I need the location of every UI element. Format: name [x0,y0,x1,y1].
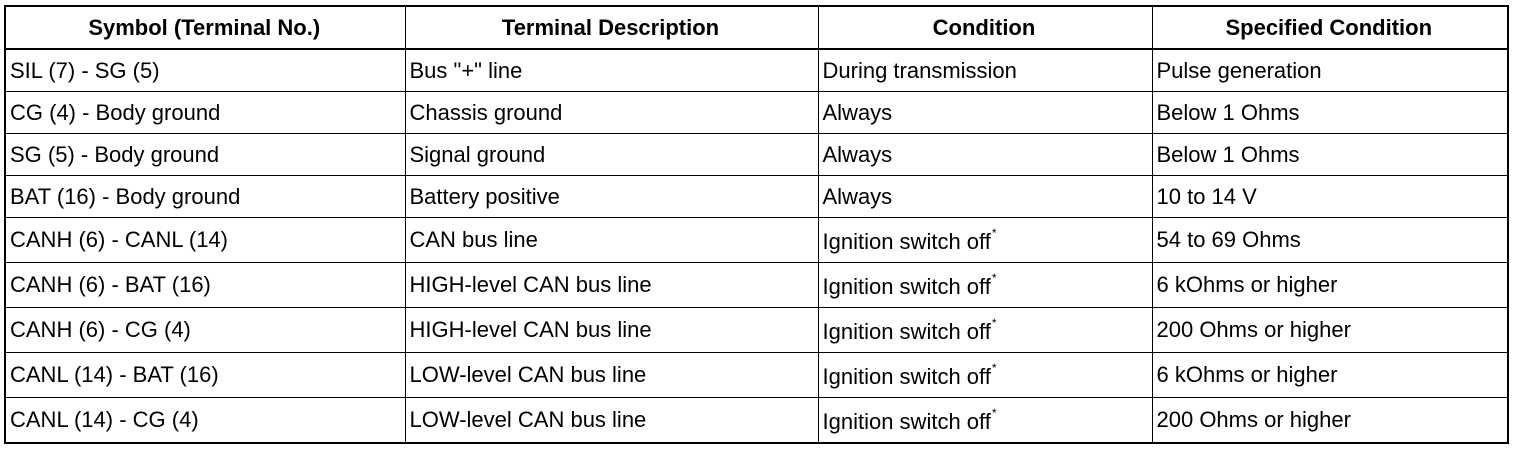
table-row [5,49,1508,92]
header-condition: Condition [818,6,1152,49]
condition-cell-text: During transmission [822,57,1017,83]
description-cell [405,218,818,263]
condition-cell [818,176,1152,218]
footnote-asterisk: * [991,270,997,285]
footnote-asterisk: * [991,360,997,375]
condition-cell-text: Ignition switch off [822,408,991,434]
description-cell [405,92,818,134]
table-row [5,134,1508,176]
symbol-cell-text: CG (4) - Body ground [10,99,221,125]
footnote-asterisk: * [991,225,997,240]
symbol-cell [5,49,405,92]
header-terminal-description: Terminal Description [405,6,818,49]
specified-condition-cell-text: Below 1 Ohms [1156,141,1300,167]
specified-condition-cell-text: 200 Ohms or higher [1156,317,1351,342]
description-cell-text: LOW-level CAN bus line [409,407,647,432]
symbol-cell-text: CANL (14) - BAT (16) [10,362,219,387]
description-cell-text: LOW-level CAN bus line [409,362,647,387]
symbol-cell [5,176,405,218]
condition-cell-text: Ignition switch off [822,273,991,299]
terminal-spec-table [4,5,1509,444]
specified-condition-cell [1152,353,1508,398]
footnote-asterisk: * [991,315,997,330]
description-cell-text: CAN bus line [409,227,538,252]
symbol-cell-text: BAT (16) - Body ground [10,183,241,209]
symbol-cell [5,398,405,444]
symbol-cell [5,218,405,263]
condition-cell [818,398,1152,444]
specified-condition-cell-text: 6 kOhms or higher [1156,272,1338,297]
description-cell [405,49,818,92]
description-cell-text: Battery positive [409,183,560,209]
specified-condition-cell-text: Pulse generation [1156,57,1322,83]
condition-cell [818,308,1152,353]
specified-condition-cell-text: 54 to 69 Ohms [1156,227,1301,252]
description-cell [405,263,818,308]
table-row [5,92,1508,134]
specified-condition-cell [1152,134,1508,176]
footnote-asterisk: * [991,405,997,420]
symbol-cell [5,308,405,353]
symbol-cell [5,134,405,176]
condition-cell [818,353,1152,398]
description-cell [405,398,818,444]
description-cell [405,134,818,176]
description-cell-text: HIGH-level CAN bus line [409,317,652,342]
symbol-cell [5,353,405,398]
specified-condition-cell-text: 200 Ohms or higher [1156,407,1351,432]
terminal-spec-table-wrapper [4,5,1509,444]
specified-condition-cell-text: Below 1 Ohms [1156,99,1300,125]
table-row [5,218,1508,263]
specified-condition-cell [1152,263,1508,308]
description-cell-text: Signal ground [409,141,546,167]
table-header-row [5,6,1508,49]
specified-condition-cell [1152,49,1508,92]
description-cell-text: HIGH-level CAN bus line [409,272,652,297]
specified-condition-cell [1152,308,1508,353]
condition-cell-text: Ignition switch off [822,318,991,344]
specified-condition-cell [1152,398,1508,444]
symbol-cell-text: CANL (14) - CG (4) [10,407,199,432]
condition-cell [818,263,1152,308]
header-symbol: Symbol (Terminal No.) [5,6,405,49]
table-row [5,353,1508,398]
symbol-cell [5,92,405,134]
description-cell [405,308,818,353]
symbol-cell-text: SIL (7) - SG (5) [10,57,160,83]
condition-cell-text: Ignition switch off [822,228,991,254]
specified-condition-cell-text: 10 to 14 V [1156,183,1257,209]
table-row [5,176,1508,218]
symbol-cell-text: SG (5) - Body ground [10,141,220,167]
condition-cell [818,49,1152,92]
specified-condition-cell [1152,176,1508,218]
description-cell-text: Bus "+" line [409,57,523,83]
table-row [5,263,1508,308]
symbol-cell-text: CANH (6) - CANL (14) [10,227,228,252]
symbol-cell [5,263,405,308]
symbol-cell-text: CANH (6) - BAT (16) [10,272,211,297]
condition-cell-text: Always [822,183,893,209]
description-cell-text: Chassis ground [409,99,563,125]
condition-cell-text: Ignition switch off [822,363,991,389]
condition-cell-text: Always [822,141,893,167]
table-row [5,398,1508,444]
header-specified-condition: Specified Condition [1152,6,1508,49]
specified-condition-cell [1152,92,1508,134]
table-row [5,308,1508,353]
specified-condition-cell-text: 6 kOhms or higher [1156,362,1338,387]
symbol-cell-text: CANH (6) - CG (4) [10,317,191,342]
condition-cell [818,92,1152,134]
condition-cell-text: Always [822,99,893,125]
description-cell [405,353,818,398]
condition-cell [818,134,1152,176]
specified-condition-cell [1152,218,1508,263]
condition-cell [818,218,1152,263]
description-cell [405,176,818,218]
